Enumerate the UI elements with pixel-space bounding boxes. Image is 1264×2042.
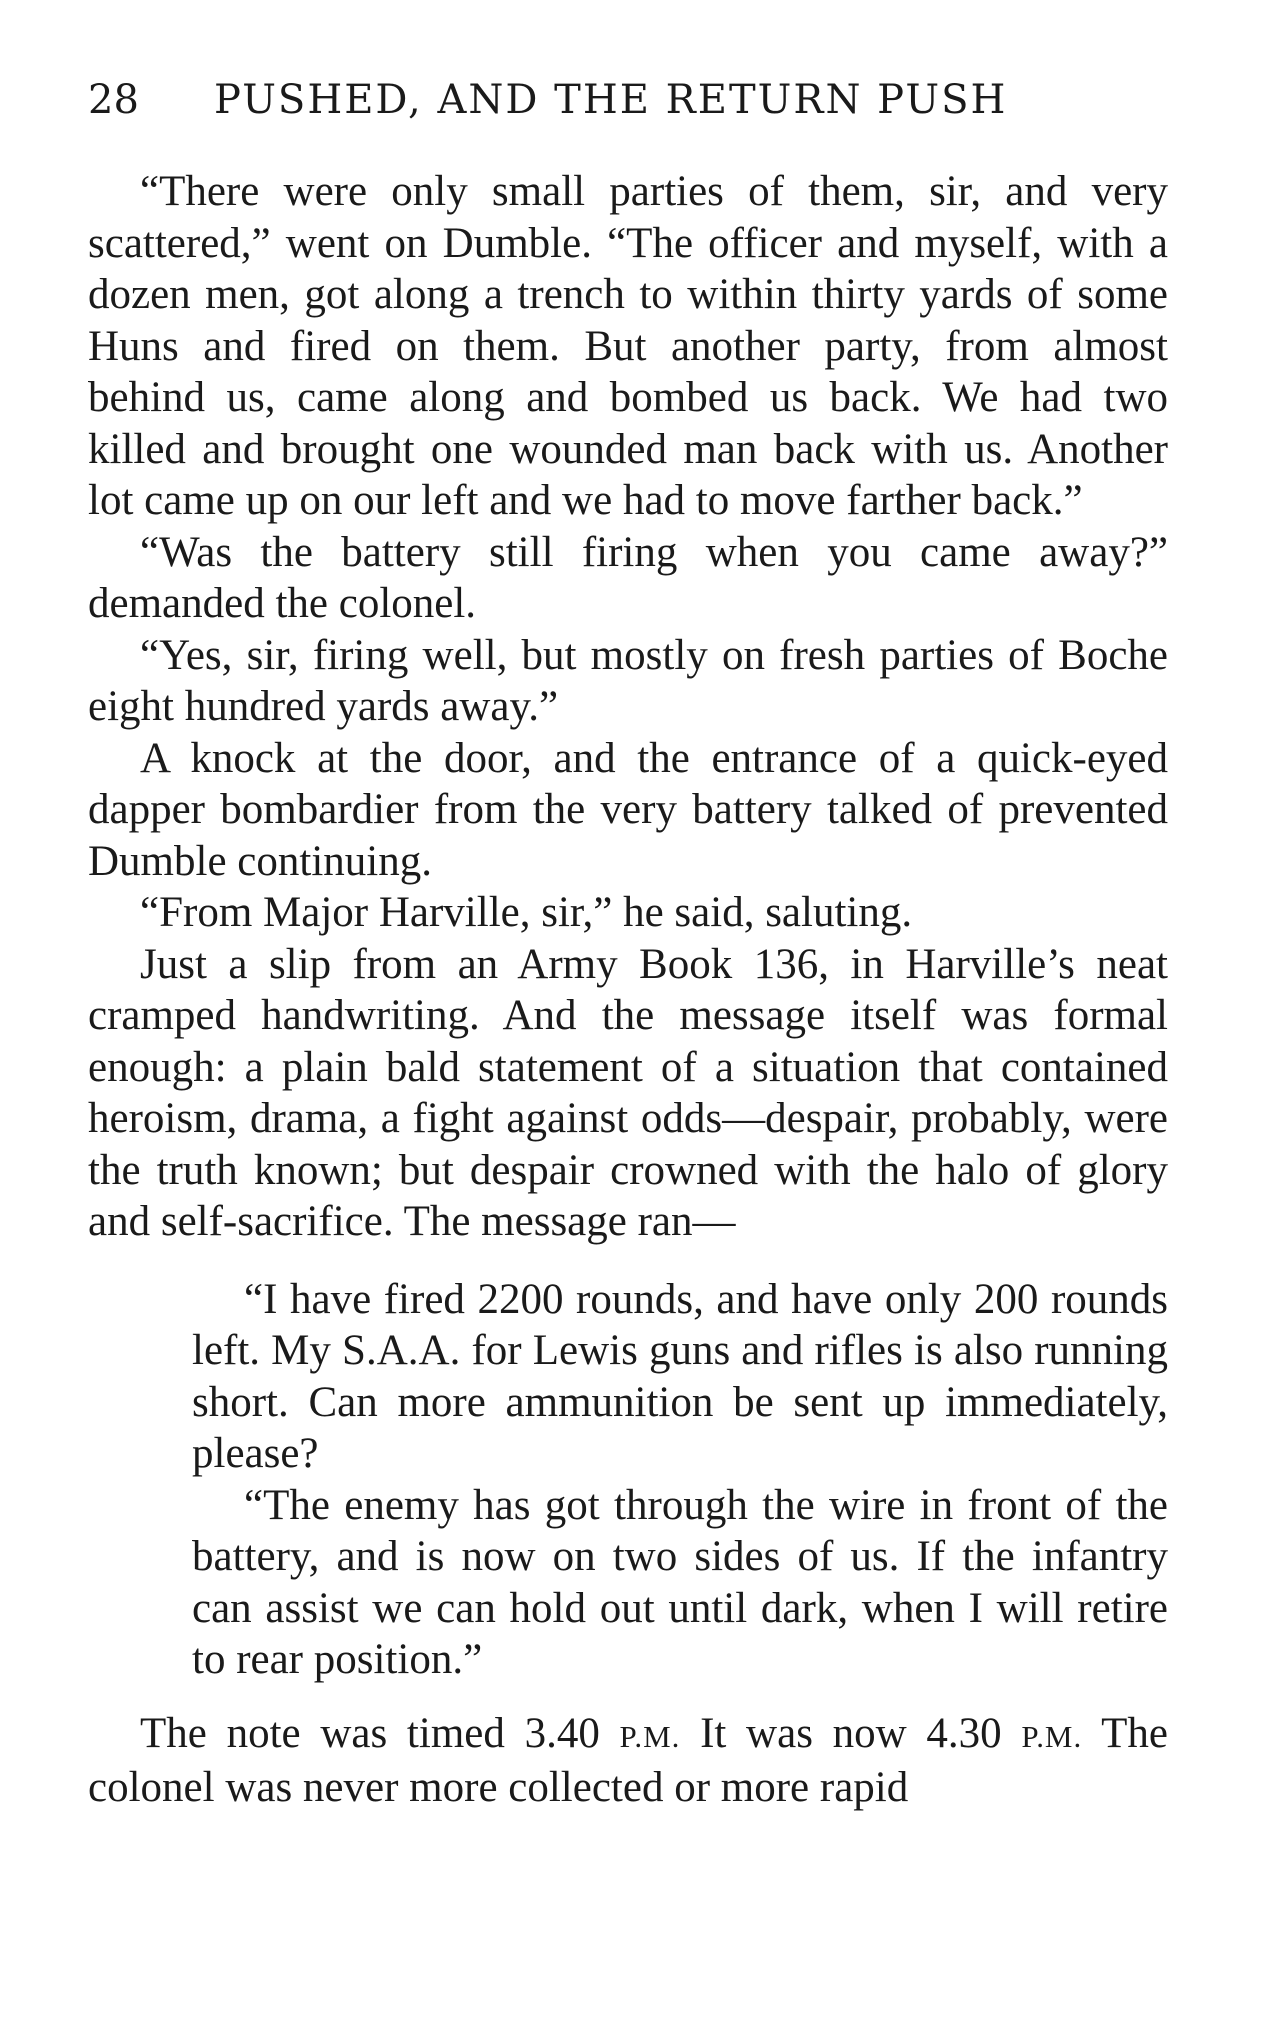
paragraph: Just a slip from an Army Book 136, in Harville’s neat cramped handwriting. And the message itself was formal enough: a plain bald statement of a situation that contained heroism, drama, a fight against odds—despair, probably, were the truth known; but despair crowned with the halo of glory and self-sacrifice. The message ran—	[88, 940, 1168, 1245]
paragraph: “There were only small parties of them, sir, and very scattered,” went on Dumble. “The officer and myself, with a dozen men, got along a trench to within thirty yards of some Huns and fired on them. But another party, from almost behind us, came along and bombed us back. We had two killed and brought one wounded man back with us. Another lot came up on our left and we had to move farther back.”	[88, 168, 1168, 524]
time-suffix: P.M.	[1021, 1718, 1083, 1754]
body-text	[88, 166, 1168, 1814]
running-title: PUSHED, AND THE RETURN PUSH	[214, 77, 1008, 123]
closing-text: The colonel was never more collected or more rapid	[88, 1709, 1168, 1811]
closing-paragraph	[88, 1708, 1168, 1814]
message-paragraph: “The enemy has got through the wire in front of the battery, and is now on two sides of us. If the infantry can assist we can hold out until dark, when I will retire to rear position.”	[192, 1481, 1168, 1683]
closing-text: The note was timed 3.40	[140, 1709, 620, 1757]
page-header	[88, 72, 1168, 128]
paragraph: A knock at the door, and the entrance of a quick-eyed dapper bombardier from the very battery talked of prevented Dumble continuing.	[88, 734, 1168, 885]
paragraph: “Was the battery still firing when you came away?” demanded the colonel.	[88, 528, 1168, 627]
time-suffix: P.M.	[619, 1718, 681, 1754]
paragraph: “From Major Harville, sir,” he said, saluting.	[140, 889, 913, 936]
closing-text: It was now 4.30	[680, 1709, 1022, 1757]
paragraph: “Yes, sir, firing well, but mostly on fresh parties of Boche eight hundred yards away.”	[88, 631, 1168, 730]
message-paragraph: “I have fired 2200 rounds, and have only 200 rounds left. My S.A.A. for Lewis guns and rifles is also running short. Can more ammunition be sent up immediately, please?	[192, 1275, 1168, 1477]
quoted-message	[192, 1274, 1168, 1686]
paragraph	[88, 1708, 1168, 1814]
page-number: 28	[88, 77, 139, 123]
